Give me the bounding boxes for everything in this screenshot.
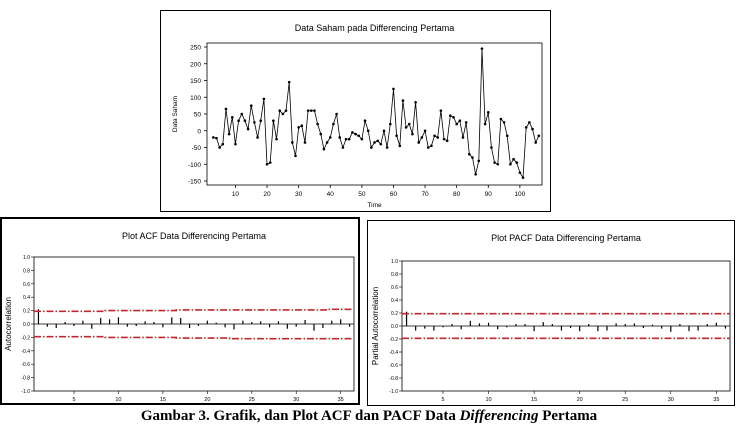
upper-confidence-limit [34,309,354,311]
data-point [503,121,506,124]
data-point [440,109,443,112]
x-tick-label: 25 [622,397,629,403]
data-point [484,123,487,126]
data-point [297,126,300,129]
x-tick-label: 10 [231,191,240,198]
data-point [408,123,411,126]
data-point [465,121,468,124]
x-tick-label: 35 [337,397,344,403]
data-point [354,133,357,136]
x-tick-label: 35 [713,397,720,403]
data-point [342,146,345,149]
data-point [427,146,430,149]
y-axis-label: Data Saham [172,95,179,133]
y-tick-label: 1.0 [23,255,30,261]
data-point [247,128,250,131]
y-tick-label: 250 [190,44,201,52]
y-tick-label: 0.0 [23,322,30,328]
data-point [376,140,379,143]
data-point [218,146,221,149]
x-tick-label: 5 [441,397,445,403]
data-point [215,137,218,140]
y-tick-label: 0.6 [391,285,398,291]
data-point [531,128,534,131]
series-line [213,49,539,178]
caption-prefix: Gambar 3. Grafik, dan Plot ACF dan PACF Data [140,408,460,424]
x-axis-label: Time [367,202,382,209]
data-point [212,136,215,139]
x-tick-label: 5 [72,397,76,403]
data-point [452,116,455,119]
x-tick-label: 100 [514,191,526,198]
data-point [522,176,525,179]
data-point [500,118,503,121]
y-axis-label: Autocorrelation [4,297,13,351]
data-point [481,47,484,50]
y-tick-label: -1.0 [389,389,398,395]
data-point [449,114,452,117]
data-point [443,138,446,141]
data-point [370,146,373,149]
y-tick-label: 0 [197,128,201,136]
acf-plot-panel [0,217,360,405]
data-point [269,161,272,164]
data-point [228,133,231,136]
y-tick-label: 0.2 [23,308,30,315]
y-tick-label: -0.4 [389,350,398,356]
data-point [240,113,243,116]
data-point [405,126,408,129]
data-point [477,160,480,163]
data-point [275,138,278,141]
data-point [402,99,405,102]
data-point [345,138,348,141]
y-tick-label: 0.4 [23,295,30,302]
data-point [222,143,225,146]
lower-confidence-limit [34,337,354,339]
data-point [471,156,474,159]
pacf-plot-panel [367,220,735,406]
data-point [234,143,237,146]
data-point [506,134,509,137]
data-point [313,109,316,112]
data-point [373,141,376,144]
y-tick-label: 0.8 [391,272,398,278]
data-point [225,108,228,111]
y-tick-label: 0.4 [391,298,398,304]
data-point [310,109,313,112]
x-tick-label: 40 [326,191,334,198]
data-point [332,123,335,126]
data-point [278,109,281,112]
x-tick-label: 30 [295,191,303,198]
y-tick-label: -0.6 [389,363,398,369]
data-point [266,163,269,166]
data-point [414,101,417,104]
y-tick-label: 150 [190,78,201,85]
data-point [525,126,528,129]
data-point [509,163,512,166]
data-point [329,136,332,139]
y-tick-label: 0.6 [23,281,30,288]
data-point [392,88,395,91]
data-point [294,155,297,158]
data-point [348,138,351,141]
data-point [237,119,240,122]
data-point [256,136,259,139]
data-point [319,133,322,136]
x-tick-label: 15 [159,397,166,403]
y-tick-label: 0.0 [391,324,398,330]
data-point [487,111,490,114]
x-tick-label: 20 [263,191,271,198]
data-point [512,158,515,161]
plot-frame [207,43,542,185]
x-tick-label: 50 [358,191,366,198]
data-point [493,161,496,164]
acf-plot [2,219,358,403]
data-point [335,113,338,116]
chart-title: Plot ACF Data Differencing Pertama [122,231,266,241]
pacf-plot [368,221,734,405]
y-tick-label: -50 [191,145,201,152]
data-point [282,113,285,116]
x-tick-label: 20 [576,397,583,403]
y-tick-label: 0.2 [391,311,398,317]
data-point [301,124,304,127]
data-point [357,134,360,137]
y-tick-label: -0.4 [21,348,30,355]
data-point [459,119,462,122]
data-point [244,119,247,122]
data-point [398,145,401,148]
data-point [515,161,518,164]
data-point [380,143,383,146]
data-point [474,173,477,176]
chart-title: Plot PACF Data Differencing Pertama [491,233,641,243]
x-tick-label: 10 [115,397,122,403]
data-point [538,134,541,137]
data-point [364,119,367,122]
y-tick-label: 50 [193,111,201,119]
data-point [411,133,414,136]
y-tick-label: -0.6 [21,362,30,369]
data-point [323,148,326,151]
data-point [417,141,420,144]
data-point [421,136,424,139]
y-tick-label: -0.2 [389,337,398,343]
x-tick-label: 30 [667,397,674,403]
x-tick-label: 20 [204,397,211,403]
x-tick-label: 15 [531,397,538,403]
y-tick-label: -0.8 [389,376,398,382]
data-point [351,131,354,134]
data-point [383,129,386,132]
data-point [307,109,310,112]
data-point [496,163,499,166]
data-point [367,129,370,132]
y-axis-label: Partial Autocorrelation [371,286,380,366]
data-point [361,138,364,141]
data-point [386,146,389,149]
data-point [250,104,253,107]
data-point [291,141,294,144]
data-point [304,141,307,144]
y-tick-label: 1.0 [391,259,398,265]
data-point [462,136,465,139]
data-point [285,109,288,112]
y-tick-label: -0.2 [21,335,30,342]
y-tick-label: -1.0 [21,389,30,395]
y-tick-label: 0.8 [23,268,30,275]
y-tick-label: -100 [187,161,201,169]
data-point [490,146,493,149]
figure-caption [0,408,738,425]
x-tick-label: 90 [484,191,492,198]
x-tick-label: 30 [293,397,300,403]
data-point [446,140,449,143]
y-tick-label: 200 [190,61,201,69]
data-point [395,134,398,137]
x-tick-label: 70 [421,191,429,198]
y-tick-label: 100 [190,94,201,102]
data-point [316,123,319,126]
caption-italic: Differencing [459,408,539,424]
y-tick-label: -150 [187,178,201,186]
x-tick-label: 80 [453,191,461,198]
caption-suffix: Pertama [538,408,598,424]
chart-title: Data Saham pada Differencing Pertama [294,23,455,33]
data-point [433,134,436,137]
x-tick-label: 60 [389,191,398,198]
data-point [231,116,234,119]
data-point [424,129,427,132]
data-point [430,145,433,148]
x-tick-label: 25 [248,397,255,403]
data-point [436,136,439,139]
data-point [519,171,522,174]
y-tick-label: -0.8 [21,375,30,382]
data-point [528,121,531,124]
data-point [253,121,256,124]
data-point [259,119,262,122]
data-point [263,98,266,101]
data-point [455,123,458,126]
data-point [389,123,392,126]
data-point [288,81,291,84]
x-tick-label: 10 [485,397,492,403]
data-point [272,119,275,122]
time-series-plot-panel [160,10,551,212]
time-series-plot [161,11,550,211]
data-point [534,141,537,144]
data-point [326,141,329,144]
data-point [338,136,341,139]
data-point [468,153,471,156]
